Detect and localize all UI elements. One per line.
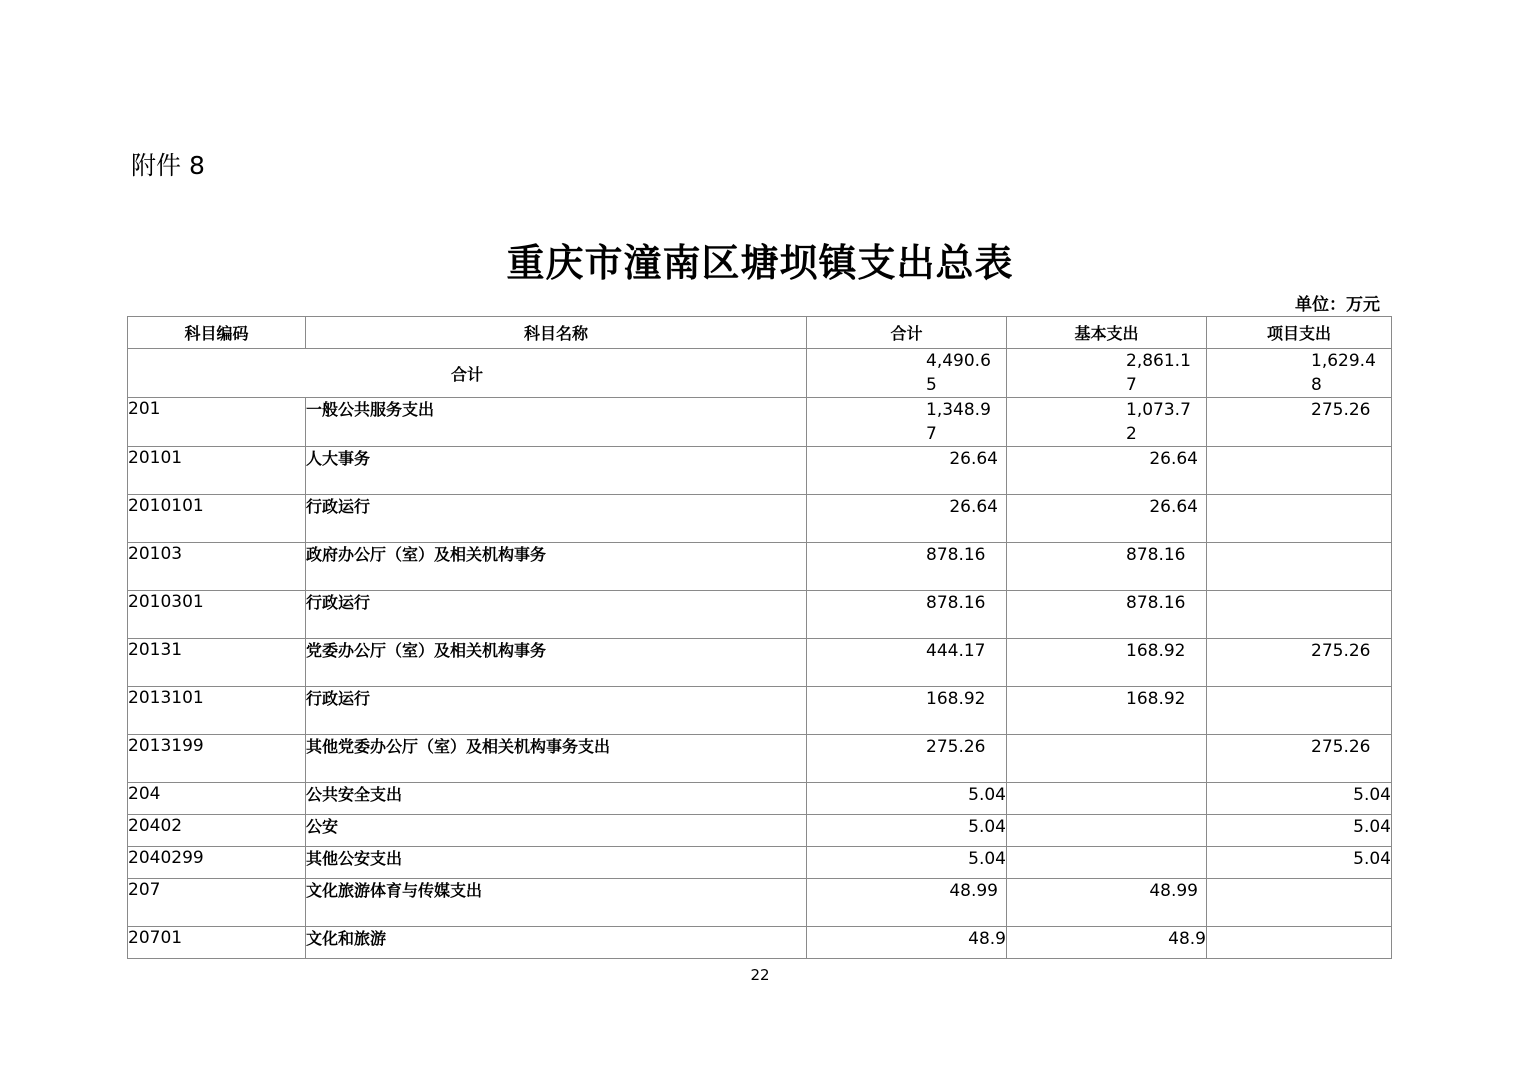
row-project	[1207, 735, 1392, 783]
row-total	[807, 543, 1007, 591]
row-project-value: 5.04	[1353, 817, 1391, 837]
row-basic	[1007, 543, 1207, 591]
row-total-value: 48.99	[949, 881, 998, 901]
attachment-label: 附件 8	[131, 151, 205, 180]
row-code: 20103	[128, 543, 306, 591]
row-code: 2040299	[128, 847, 306, 879]
total-row-total	[807, 349, 1007, 398]
row-total	[807, 815, 1007, 847]
row-project-value: 275.26	[1311, 737, 1371, 757]
row-total-value: 444.17	[926, 641, 986, 661]
row-code: 207	[128, 879, 306, 927]
row-project-value: 5.04	[1353, 849, 1391, 869]
row-basic-value: 48.99	[1149, 881, 1198, 901]
row-code: 201	[128, 398, 306, 447]
total-row-label: 合计	[128, 349, 807, 398]
row-name: 文化旅游体育与传媒支出	[306, 879, 807, 927]
table-row	[128, 447, 1392, 495]
row-project	[1207, 495, 1392, 543]
row-project	[1207, 927, 1392, 959]
row-code: 204	[128, 783, 306, 815]
expenditure-table	[127, 316, 1392, 959]
row-code: 2010101	[128, 495, 306, 543]
row-basic-value: 168.92	[1126, 641, 1186, 661]
row-total-value: 878.16	[926, 593, 986, 613]
row-project	[1207, 783, 1392, 815]
row-code: 2010301	[128, 591, 306, 639]
row-name: 文化和旅游	[306, 927, 807, 959]
document-title: 重庆市潼南区塘坝镇支出总表	[506, 240, 1014, 285]
row-name: 公安	[306, 815, 807, 847]
row-total	[807, 495, 1007, 543]
row-code: 2013199	[128, 735, 306, 783]
row-name: 公共安全支出	[306, 783, 807, 815]
row-name: 行政运行	[306, 495, 807, 543]
row-project-value: 275.26	[1311, 641, 1371, 661]
total-row-basic-value: 2,861.17	[1126, 351, 1191, 395]
row-project	[1207, 687, 1392, 735]
row-code: 20402	[128, 815, 306, 847]
table-row	[128, 735, 1392, 783]
row-basic-value: 26.64	[1149, 497, 1198, 517]
row-basic-value: 1,073.72	[1126, 400, 1191, 444]
row-basic-value: 878.16	[1126, 545, 1186, 565]
total-row-basic	[1007, 349, 1207, 398]
row-basic	[1007, 879, 1207, 927]
table-row	[128, 847, 1392, 879]
row-code: 20131	[128, 639, 306, 687]
table-row	[128, 398, 1392, 447]
row-name: 行政运行	[306, 687, 807, 735]
row-project	[1207, 879, 1392, 927]
row-total	[807, 735, 1007, 783]
row-total	[807, 879, 1007, 927]
row-project	[1207, 847, 1392, 879]
header-project: 项目支出	[1207, 317, 1392, 349]
page-number: 22	[750, 966, 770, 984]
row-project	[1207, 447, 1392, 495]
row-project-value: 5.04	[1353, 785, 1391, 805]
row-project	[1207, 639, 1392, 687]
row-basic	[1007, 735, 1207, 783]
row-basic-value: 168.92	[1126, 689, 1186, 709]
row-total-value: 1,348.97	[926, 400, 991, 444]
header-name: 科目名称	[306, 317, 807, 349]
table-row	[128, 783, 1392, 815]
row-basic	[1007, 783, 1207, 815]
table-row	[128, 927, 1392, 959]
row-basic	[1007, 591, 1207, 639]
row-total-value: 168.92	[926, 689, 986, 709]
header-total: 合计	[807, 317, 1007, 349]
row-name: 其他公安支出	[306, 847, 807, 879]
table-row	[128, 687, 1392, 735]
row-total-value: 48.9	[968, 929, 1006, 949]
row-basic-value: 26.64	[1149, 449, 1198, 469]
row-total	[807, 847, 1007, 879]
table-row	[128, 591, 1392, 639]
row-total	[807, 783, 1007, 815]
table-row	[128, 639, 1392, 687]
header-code: 科目编码	[128, 317, 306, 349]
row-total	[807, 639, 1007, 687]
header-basic: 基本支出	[1007, 317, 1207, 349]
row-project	[1207, 543, 1392, 591]
row-basic	[1007, 398, 1207, 447]
row-basic	[1007, 927, 1207, 959]
row-total-value: 26.64	[949, 497, 998, 517]
row-basic	[1007, 495, 1207, 543]
table-row	[128, 495, 1392, 543]
row-total-value: 26.64	[949, 449, 998, 469]
row-total-value: 878.16	[926, 545, 986, 565]
total-row	[128, 349, 1392, 398]
row-total	[807, 591, 1007, 639]
row-basic	[1007, 815, 1207, 847]
row-total-value: 275.26	[926, 737, 986, 757]
row-name: 其他党委办公厅（室）及相关机构事务支出	[306, 735, 807, 783]
total-row-project	[1207, 349, 1392, 398]
unit-label: 单位：万元	[1295, 295, 1380, 315]
total-row-total-value: 4,490.65	[926, 351, 991, 395]
row-name: 行政运行	[306, 591, 807, 639]
table-row	[128, 879, 1392, 927]
row-project	[1207, 398, 1392, 447]
row-total	[807, 927, 1007, 959]
table-header-row	[128, 317, 1392, 349]
row-basic	[1007, 447, 1207, 495]
row-basic-value: 48.9	[1168, 929, 1206, 949]
row-total-value: 5.04	[968, 785, 1006, 805]
row-basic	[1007, 639, 1207, 687]
table-row	[128, 815, 1392, 847]
row-total-value: 5.04	[968, 849, 1006, 869]
row-code: 20101	[128, 447, 306, 495]
row-total	[807, 447, 1007, 495]
row-name: 党委办公厅（室）及相关机构事务	[306, 639, 807, 687]
row-total	[807, 398, 1007, 447]
table-row	[128, 543, 1392, 591]
row-name: 一般公共服务支出	[306, 398, 807, 447]
row-basic	[1007, 847, 1207, 879]
row-project-value: 275.26	[1311, 400, 1371, 420]
row-total-value: 5.04	[968, 817, 1006, 837]
row-project	[1207, 815, 1392, 847]
row-name: 政府办公厅（室）及相关机构事务	[306, 543, 807, 591]
row-code: 2013101	[128, 687, 306, 735]
row-project	[1207, 591, 1392, 639]
row-basic-value: 878.16	[1126, 593, 1186, 613]
row-name: 人大事务	[306, 447, 807, 495]
row-total	[807, 687, 1007, 735]
row-basic	[1007, 687, 1207, 735]
row-code: 20701	[128, 927, 306, 959]
total-row-project-value: 1,629.48	[1311, 351, 1376, 395]
